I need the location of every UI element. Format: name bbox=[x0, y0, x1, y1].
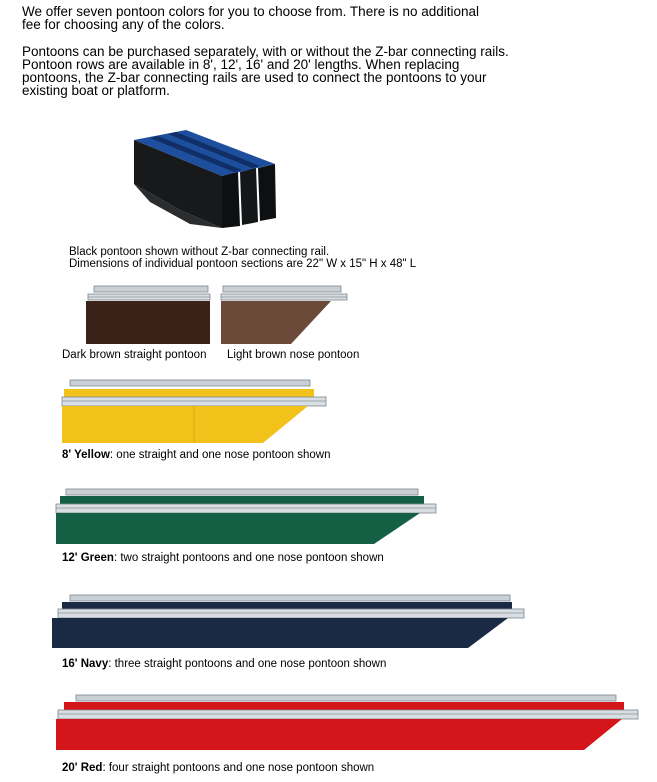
yellow-desc: : one straight and one nose pontoon shown bbox=[109, 449, 331, 461]
intro-line: fee for choosing any of the colors. bbox=[22, 17, 225, 32]
dark-brown-pontoon-image bbox=[84, 284, 212, 346]
green-pontoon-image bbox=[52, 486, 438, 546]
intro-line: existing boat or platform. bbox=[22, 83, 170, 98]
navy-size: 16' Navy bbox=[62, 658, 109, 670]
dark-brown-caption: Dark brown straight pontoon bbox=[62, 349, 207, 361]
intro-line: Pontoons can be purchased separately, with or without the Z-bar connecting rails. bbox=[22, 44, 509, 59]
red-desc: : four straight pontoons and one nose pontoon shown bbox=[102, 762, 375, 774]
red-caption bbox=[62, 762, 374, 774]
black-pontoon-caption bbox=[69, 246, 416, 270]
yellow-pontoon-image bbox=[58, 377, 328, 445]
red-pontoon-image bbox=[54, 692, 640, 752]
green-caption bbox=[62, 552, 384, 564]
navy-pontoon-image bbox=[48, 592, 528, 650]
caption-line: Dimensions of individual pontoon sections are 22" W x 15" H x 48" L bbox=[69, 258, 417, 270]
navy-caption bbox=[62, 658, 386, 670]
intro-line: We offer seven pontoon colors for you to choose from. There is no additional bbox=[22, 4, 480, 19]
intro-paragraph-colors bbox=[22, 5, 479, 31]
light-brown-pontoon-image bbox=[219, 284, 349, 346]
yellow-caption bbox=[62, 449, 331, 461]
black-pontoon-image bbox=[130, 128, 280, 233]
navy-desc: : three straight pontoons and one nose pontoon shown bbox=[108, 658, 387, 670]
red-size: 20' Red bbox=[62, 762, 103, 774]
caption-line: Black pontoon shown without Z-bar connecting rail. bbox=[69, 246, 330, 258]
light-brown-caption: Light brown nose pontoon bbox=[227, 349, 360, 361]
intro-line: Pontoon rows are available in 8', 12', 16' and 20' lengths. When replacing bbox=[22, 57, 460, 72]
green-desc: : two straight pontoons and one nose pontoon shown bbox=[113, 552, 384, 564]
intro-paragraph-purchase bbox=[22, 45, 509, 97]
yellow-size: 8' Yellow bbox=[62, 449, 110, 461]
green-size: 12' Green bbox=[62, 552, 114, 564]
intro-line: pontoons, the Z-bar connecting rails are used to connect the pontoons to your bbox=[22, 70, 487, 85]
